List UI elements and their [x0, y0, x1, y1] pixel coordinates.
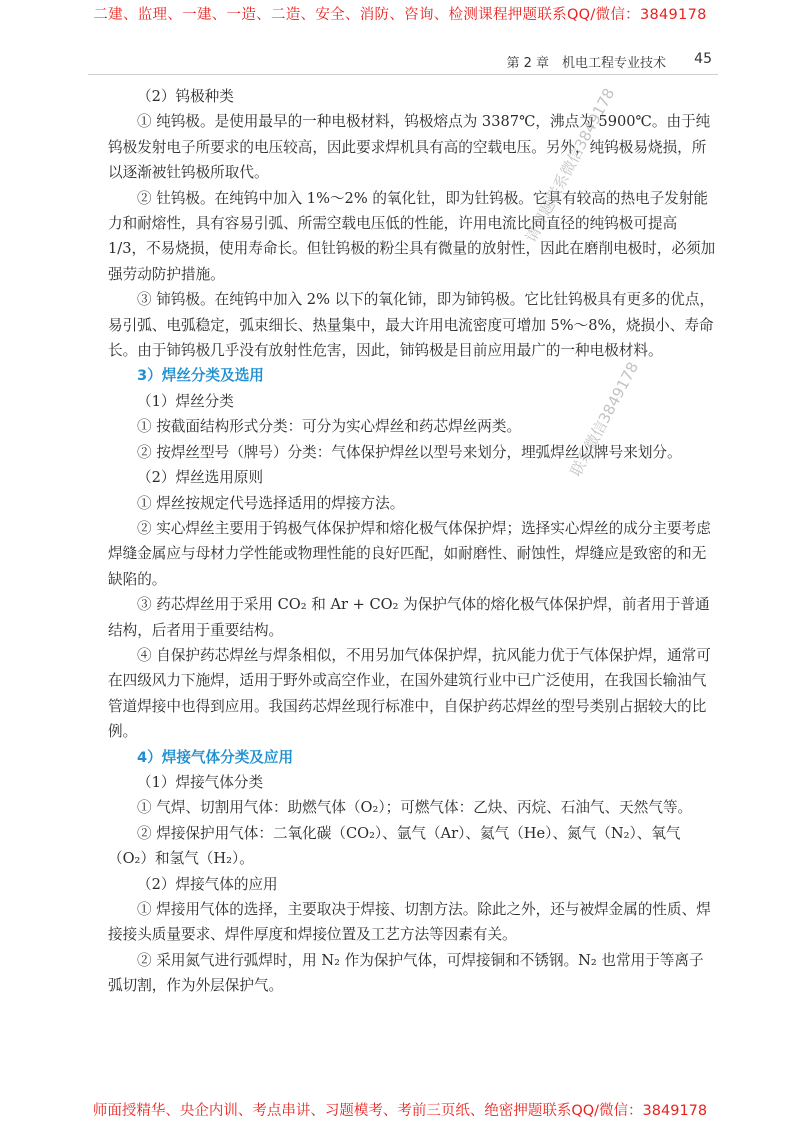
- paragraph: ① 焊丝按规定代号选择适用的焊接方法。: [137, 494, 405, 512]
- paragraph: ③ 铈钨极。在纯钨中加入 2% 以下的氧化铈，即为铈钨极。它比钍钨极具有更多的优点，易引弧、电弧稳定，弧束细长、热量集中，最大许用电流密度可增加 5%～8%，烧损小、寿命长。由于铈钨极几乎没有放射性危害，因此，铈钨极是目前应用最广的一种电极材料。: [108, 291, 715, 360]
- paragraph: ② 钍钨极。在纯钨中加入 1%～2% 的氧化钍，即为钍钨极。它具有较高的热电子发射能力和耐熔性，具有容易引弧、所需空载电压低的性能，许用电流比同直径的纯钨极可提高 1/3，不易烧损，使用寿命长。但钍钨极的粉尘具有微量的放射性，因此在磨削电极时，必须加强劳动防护措施。: [108, 189, 716, 283]
- page-header: [88, 50, 718, 75]
- subheading: （1）焊丝分类: [137, 392, 234, 410]
- bottom-banner: 师面授精华、央企内训、考点串讲、习题模考、考前三页纸、绝密押题联系QQ/微信：3849178: [92, 1103, 708, 1119]
- paragraph: ④ 自保护药芯焊丝与焊条相似，不用另加气体保护焊，抗风能力优于气体保护焊，通常可在四级风力下施焊，适用于野外或高空作业，在国外建筑行业中已广泛使用，在我国长输油气管道焊接中也得到应用。我国药芯焊丝现行标准中，自保护药芯焊丝的型号类别占据较大的比例。: [108, 646, 711, 741]
- page-number: 45: [694, 51, 712, 67]
- chapter-title: 第 2 章 机电工程专业技术: [506, 56, 666, 71]
- paragraph: ③ 药芯焊丝用于采用 CO₂ 和 Ar + CO₂ 为保护气体的熔化极气体保护焊，前者用于普通结构，后者用于重要结构。: [108, 596, 710, 639]
- paragraph: ② 采用氮气进行弧焊时，用 N₂ 作为保护气体，可焊接铜和不锈钢。N₂ 也常用于等离子弧切割，作为外层保护气。: [108, 951, 704, 995]
- top-banner: 二建、监理、一建、一造、二造、安全、消防、咨询、检测课程押题联系QQ/微信：3849178: [93, 7, 707, 23]
- paragraph: ① 纯钨极。是使用最早的一种电极材料，钨极熔点为 3387℃，沸点为 5900℃。由于纯钨极发射电子所要求的电压较高，因此要求焊机具有高的空载电压。另外，纯钨极易烧损，所以逐渐被钍钨极所取代。: [108, 113, 711, 182]
- paragraph: ② 焊接保护用气体：二氧化碳（CO₂）、氩气（Ar）、氦气（He）、氮气（N₂）、氧气（O₂）和氢气（H₂）。: [108, 824, 681, 868]
- subheading: （1）焊接气体分类: [137, 773, 264, 791]
- watermark-text: 联系微信3849178: [566, 358, 643, 480]
- subheading: （2）钨极种类: [137, 88, 234, 105]
- paragraph: ① 气焊、切割用气体：助燃气体（O₂）；可燃气体：乙炔、丙烷、石油气、天然气等。: [137, 799, 693, 817]
- section-heading: 3）焊丝分类及选用: [137, 367, 264, 385]
- paragraph: ② 按焊丝型号（牌号）分类：气体保护焊丝以型号来划分，埋弧焊丝以牌号来划分。: [137, 443, 682, 461]
- paragraph: ② 实心焊丝主要用于钨极气体保护焊和熔化极气体保护焊；选择实心焊丝的成分主要考虑焊缝金属应与母材力学性能或物理性能的良好匹配，如耐磨性、耐蚀性，焊缝应是致密的和无缺陷的。: [108, 519, 711, 588]
- paragraph: ① 按截面结构形式分类：可分为实心焊丝和药芯焊丝两类。: [137, 418, 522, 436]
- subheading: （2）焊接气体的应用: [137, 875, 278, 893]
- watermark-text: 请押题联系微信3849178: [521, 85, 619, 246]
- paragraph: ① 焊接用气体的选择，主要取决于焊接、切割方法。除此之外，还与被焊金属的性质、焊接接头质量要求、焊件厚度和焊接位置及工艺方法等因素有关。: [108, 901, 711, 944]
- section-heading: 4）焊接气体分类及应用: [137, 748, 294, 766]
- page-content: [108, 84, 718, 999]
- subheading: （2）焊丝选用原则: [137, 469, 264, 487]
